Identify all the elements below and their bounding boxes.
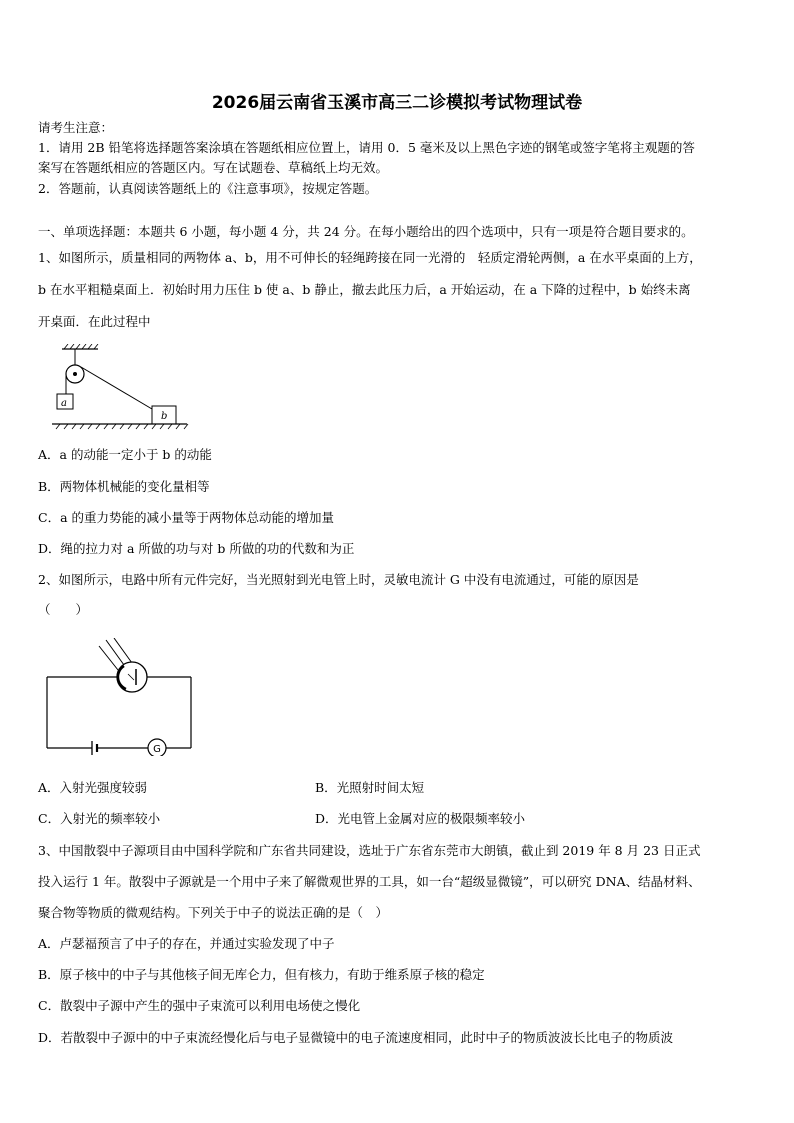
q2-stem-line-2: （ ） <box>38 602 89 617</box>
q1-option-a: A．a 的动能一定小于 b 的动能 <box>38 447 212 462</box>
notice-item-1-line-1: 1．请用 2B 铅笔将选择题答案涂填在答题纸相应位置上，请用 0．5 毫米及以上黑色字迹的钢笔或签字笔将主观题的答 <box>38 140 695 155</box>
q1-pulley-figure <box>52 344 192 436</box>
q2-option-b: B．光照射时间太短 <box>315 780 425 795</box>
q2-option-d: D．光电管上金属对应的极限频率较小 <box>315 811 526 826</box>
q3-stem-line-1: 3、中国散裂中子源项目由中国科学院和广东省共同建设，选址于广东省东莞市大朗镇，截止到 2019 年 8 月 23 日正式 <box>38 843 701 858</box>
section-heading: 一、单项选择题：本题共 6 小题，每小题 4 分，共 24 分。在每小题给出的四个选项中，只有一项是符合题目要求的。 <box>38 224 694 239</box>
q2-option-c: C．入射光的频率较小 <box>38 811 161 826</box>
q1-stem-line-1: 1、如图所示，质量相同的两物体 a、b，用不可伸长的轻绳跨接在同一光滑的 轻质定滑轮两侧，a 在水平桌面的上方， <box>38 250 702 265</box>
q2-circuit-figure <box>44 638 196 756</box>
q3-option-a: A．卢瑟福预言了中子的存在，并通过实验发现了中子 <box>38 936 335 951</box>
q2-stem-line-1: 2、如图所示，电路中所有元件完好，当光照射到光电管上时，灵敏电流计 G 中没有电流通过，可能的原因是 <box>38 572 639 587</box>
q3-option-c: C．散裂中子源中产生的强中子束流可以利用电场使之慢化 <box>38 998 361 1013</box>
q1-option-d: D．绳的拉力对 a 所做的功与对 b 所做的功的代数和为正 <box>38 541 355 556</box>
q3-option-d: D．若散裂中子源中的中子束流经慢化后与电子显微镜中的电子流速度相同，此时中子的物质波波长比电子的物质波 <box>38 1030 674 1045</box>
q2-option-a: A．入射光强度较弱 <box>38 780 148 795</box>
q3-stem-line-3: 聚合物等物质的微观结构。下列关于中子的说法正确的是（ ） <box>38 905 389 920</box>
notice-item-2: 2．答题前，认真阅读答题纸上的《注意事项》，按规定答题。 <box>38 181 378 196</box>
page-title: 2026届云南省玉溪市高三二诊模拟考试物理试卷 <box>211 93 583 113</box>
q1-option-b: B．两物体机械能的变化量相等 <box>38 479 210 494</box>
q1-stem-line-2: b 在水平粗糙桌面上．初始时用力压住 b 使 a、b 静止，撤去此压力后，a 开始运动，在 a 下降的过程中，b 始终未离 <box>38 282 691 297</box>
q3-option-b: B．原子核中的中子与其他核子间无库仑力，但有核力，有助于维系原子核的稳定 <box>38 967 485 982</box>
q1-option-c: C．a 的重力势能的减小量等于两物体总动能的增加量 <box>38 510 334 525</box>
galvanometer-label: G <box>153 744 161 755</box>
q1-stem-line-3: 开桌面．在此过程中 <box>38 314 151 329</box>
q3-stem-line-2: 投入运行 1 年。散裂中子源就是一个用中子来了解微观世界的工具，如一台“超级显微镜”，可以研究 DNA、结晶材料、 <box>38 874 701 889</box>
notice-heading: 请考生注意： <box>38 120 114 135</box>
notice-item-1-line-2: 案写在答题纸相应的答题区内。写在试题卷、草稿纸上均无效。 <box>38 160 389 175</box>
block-a-label: a <box>61 398 67 409</box>
block-b-label: b <box>161 411 168 422</box>
